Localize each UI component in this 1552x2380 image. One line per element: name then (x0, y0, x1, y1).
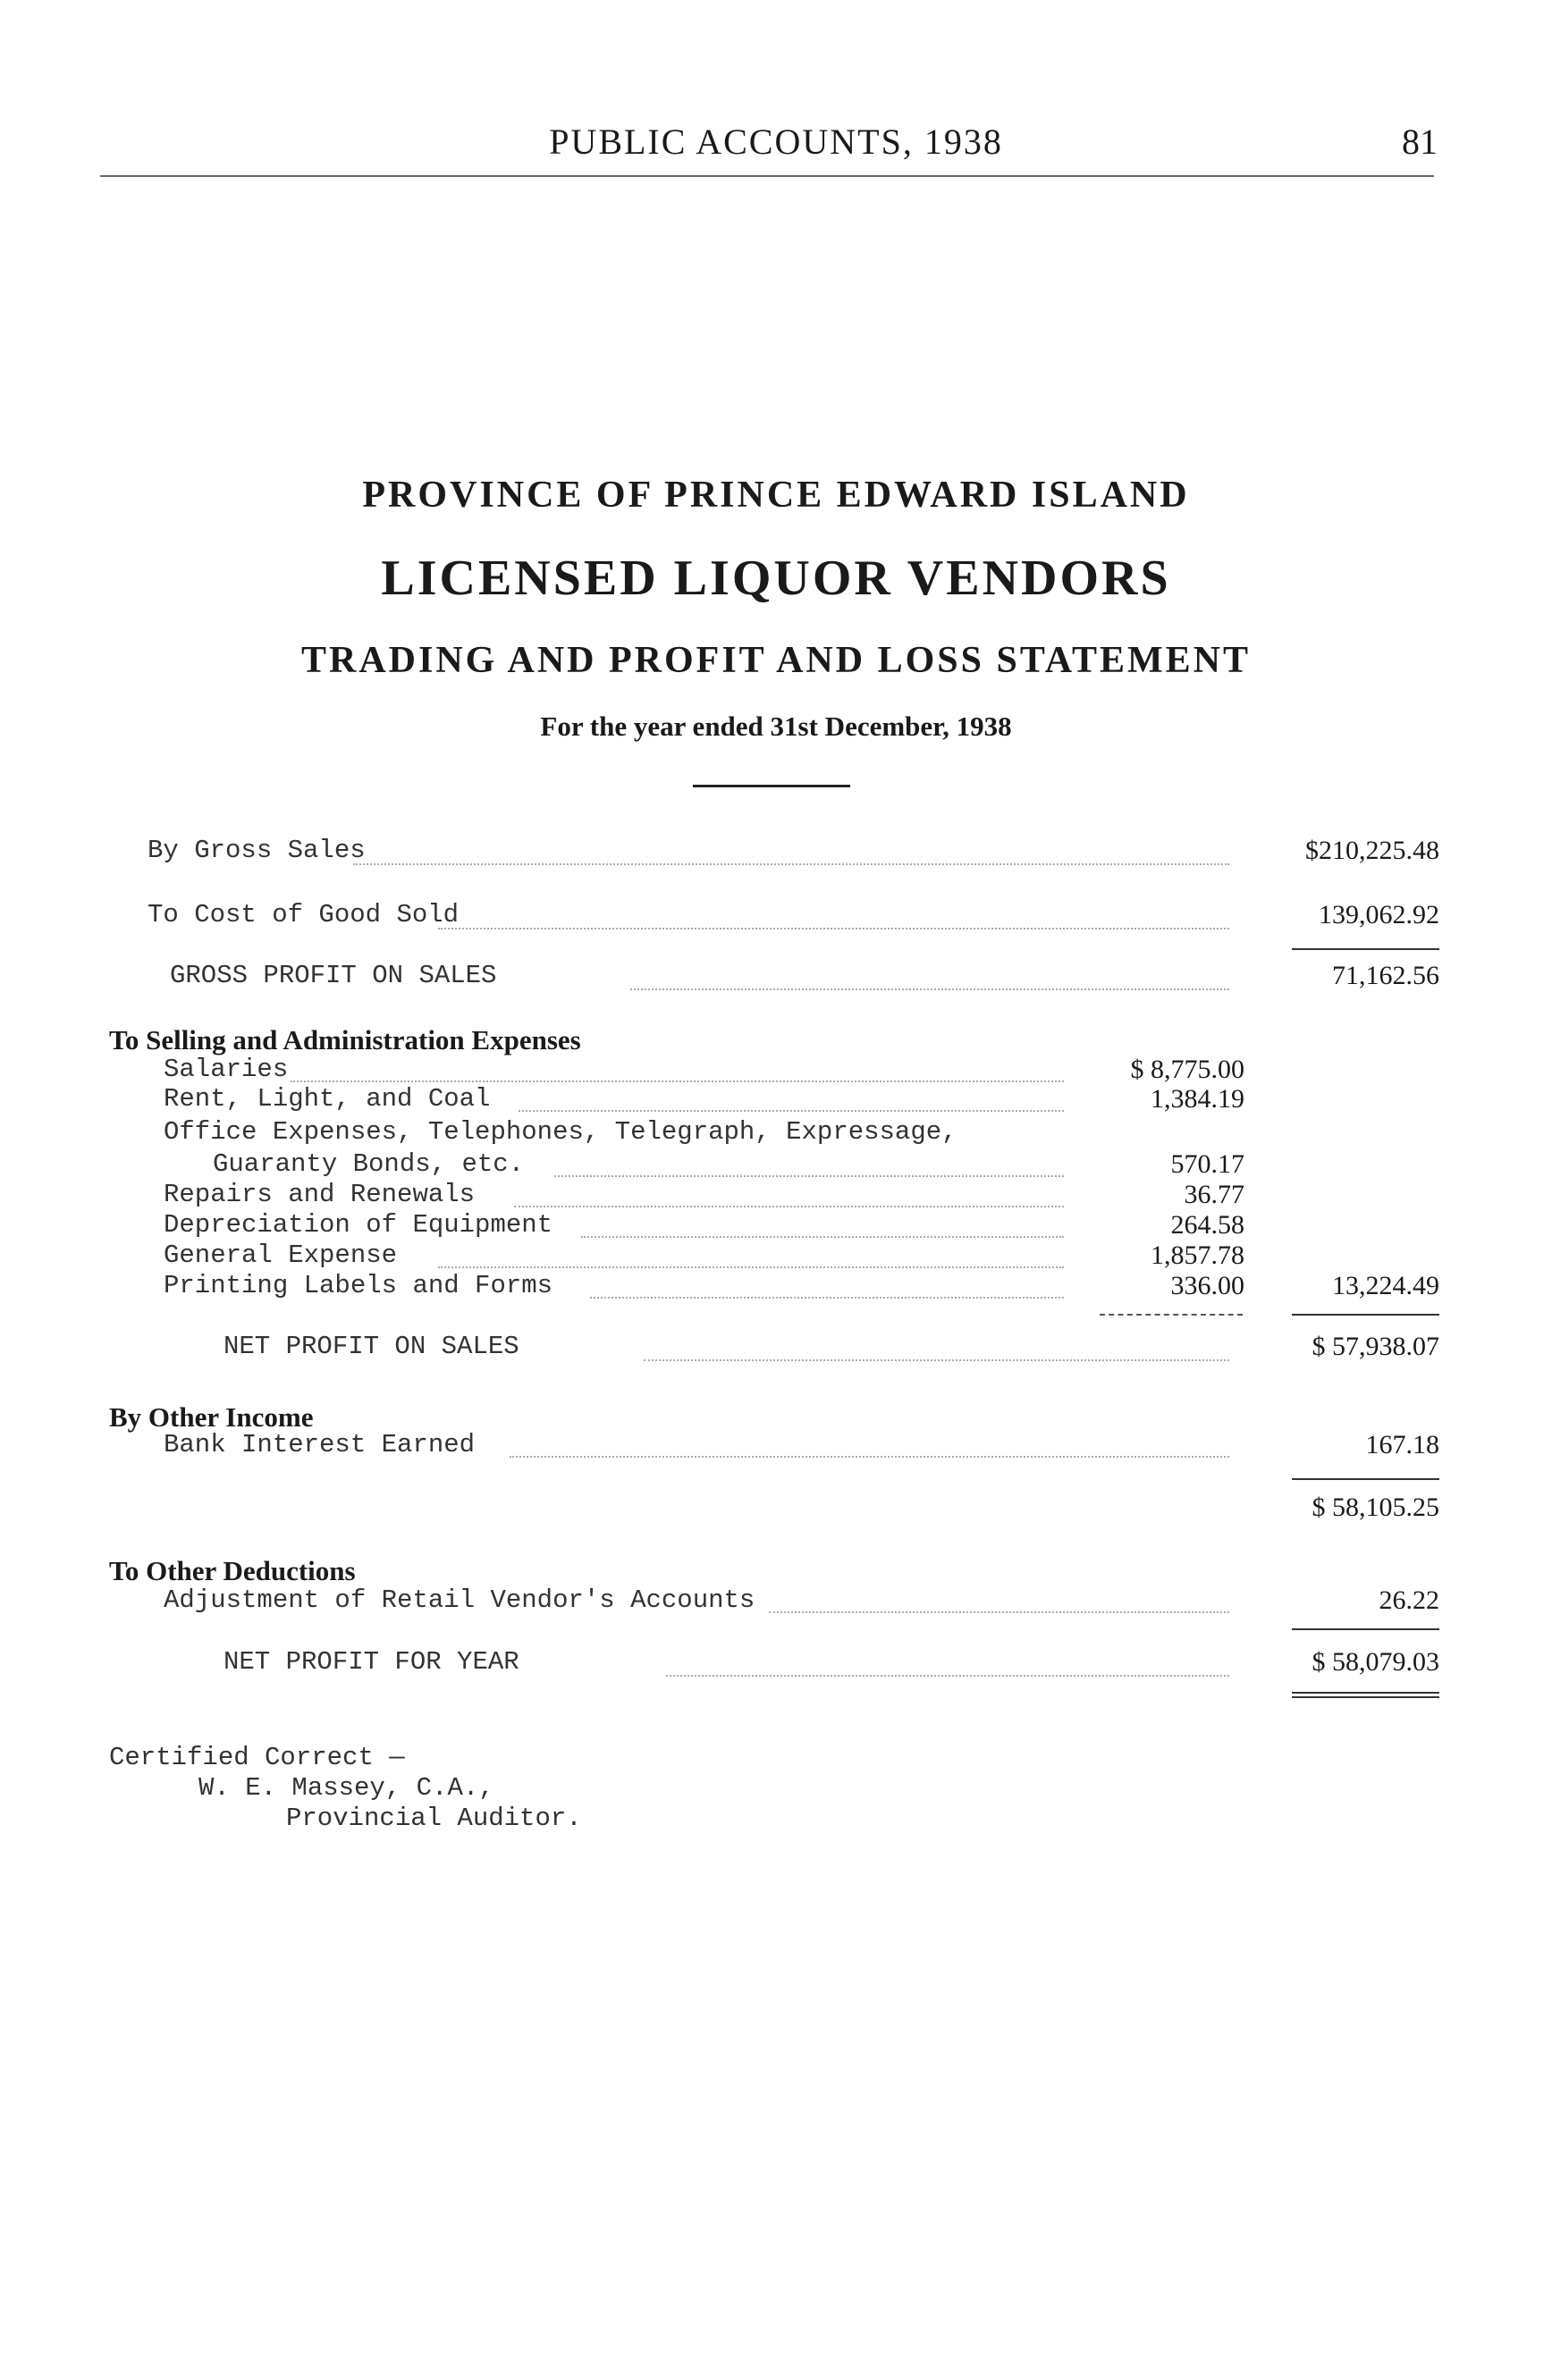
leader-dots (291, 1081, 1064, 1082)
leader-dots (644, 1359, 1229, 1361)
auditor-name: W. E. Massey, C.A., (198, 1773, 494, 1803)
bank-interest-amount: 167.18 (1365, 1430, 1439, 1459)
expense-amount: 336.00 (1170, 1271, 1244, 1300)
net-profit-sales-amount: $ 57,938.07 (1312, 1332, 1439, 1361)
subtotal-rule (1292, 948, 1439, 950)
net-profit-year-amount: $ 58,079.03 (1312, 1647, 1439, 1677)
total-double-rule (1292, 1696, 1439, 1698)
cost-of-goods-label: To Cost of Good Sold (148, 900, 460, 929)
header-rule (100, 175, 1434, 177)
gross-profit-amount: 71,162.56 (1332, 961, 1439, 990)
auditor-title: Provincial Auditor. (286, 1804, 582, 1833)
bank-interest-label: Bank Interest Earned (164, 1430, 476, 1459)
subtotal-rule (1292, 1314, 1439, 1316)
expense-label: Rent, Light, and Coal (164, 1084, 491, 1114)
expense-label: Printing Labels and Forms (164, 1271, 553, 1300)
leader-dots (510, 1456, 1229, 1458)
expense-amount: 570.17 (1170, 1149, 1244, 1179)
net-profit-year-label: NET PROFIT FOR YEAR (224, 1647, 519, 1677)
leader-dots (581, 1236, 1064, 1238)
expense-label: Office Expenses, Telephones, Telegraph, Expressage, (164, 1117, 957, 1147)
other-income-heading: By Other Income (109, 1401, 314, 1433)
leader-dots (630, 988, 1229, 990)
other-deductions-heading: To Other Deductions (109, 1555, 356, 1586)
expense-amount: $ 8,775.00 (1130, 1055, 1244, 1084)
leader-dots (514, 1206, 1064, 1207)
expense-amount: 264.58 (1170, 1210, 1244, 1240)
adjustment-amount: 26.22 (1379, 1585, 1439, 1615)
subtotal-rule (1292, 1628, 1439, 1630)
expense-amount: 36.77 (1184, 1180, 1244, 1209)
adjustment-label: Adjustment of Retail Vendor's Accounts (164, 1585, 755, 1615)
expense-amount: 1,857.78 (1151, 1240, 1244, 1270)
gross-sales-amount: $210,225.48 (1305, 836, 1439, 865)
leader-dots (554, 1175, 1064, 1177)
expense-label: Guaranty Bonds, etc. (213, 1149, 525, 1179)
leader-dots (438, 928, 1229, 929)
net-profit-sales-label: NET PROFIT ON SALES (224, 1332, 519, 1361)
page-number: 81 (1402, 122, 1438, 162)
leader-dots (590, 1297, 1064, 1299)
certification-line: Certified Correct — (109, 1743, 405, 1772)
statement-title: TRADING AND PROFIT AND LOSS STATEMENT (300, 640, 1251, 681)
gross-sales-label: By Gross Sales (148, 836, 366, 865)
leader-dots (353, 863, 1229, 865)
province-title: PROVINCE OF PRINCE EDWARD ISLAND (362, 475, 1190, 516)
leader-dots (666, 1675, 1229, 1677)
gross-profit-label: GROSS PROFIT ON SALES (170, 961, 497, 990)
column-rule (1100, 1314, 1243, 1316)
subtotal-rule (1292, 1478, 1439, 1480)
running-header-title: PUBLIC ACCOUNTS, 1938 (549, 122, 1003, 162)
cost-of-goods-amount: 139,062.92 (1319, 900, 1439, 929)
expense-label: Salaries (164, 1055, 289, 1084)
vendors-title: LICENSED LIQUOR VENDORS (381, 551, 1171, 606)
expense-label: Depreciation of Equipment (164, 1210, 553, 1240)
selling-admin-total: 13,224.49 (1332, 1271, 1439, 1300)
title-rule (693, 785, 850, 787)
expense-amount: 1,384.19 (1151, 1084, 1244, 1114)
expense-label: Repairs and Renewals (164, 1180, 476, 1209)
expense-label: General Expense (164, 1240, 398, 1270)
leader-dots (438, 1266, 1064, 1268)
total-double-rule (1292, 1692, 1439, 1694)
leader-dots (519, 1110, 1064, 1112)
subtotal-amount: $ 58,105.25 (1312, 1493, 1439, 1522)
leader-dots (769, 1611, 1229, 1613)
period-subtitle: For the year ended 31st December, 1938 (540, 711, 1012, 742)
selling-admin-heading: To Selling and Administration Expenses (109, 1024, 581, 1055)
